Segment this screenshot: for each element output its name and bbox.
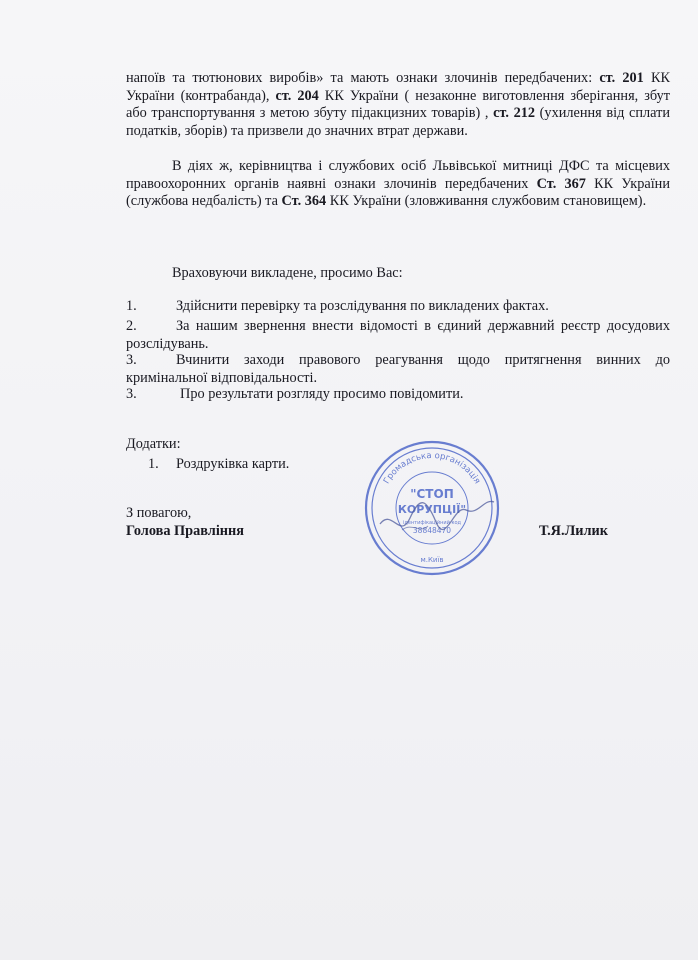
stamp-arc-text: Громадська організація [381,450,483,486]
article-201: ст. 201 [599,70,644,86]
attachments-label: Додатки: [126,436,181,452]
para2-text-2: КК України (службова недбалість) та [126,175,670,210]
organization-stamp [362,438,502,578]
signatory-name: Т.Я.Лилик [539,523,608,539]
stamp-city: м.Київ [420,556,444,564]
para2-text-1: В діях ж, керівництва і службових осіб Львівської митниці ДФС та місцевих правоохоронних органів наявні ознаки злочинів передбачених [126,158,670,192]
signature-greeting: З повагою, [126,505,192,521]
request-item-continuation: кримінальної відповідальності. [126,370,318,386]
stamp-ident-label: ідентифікаційний код [402,520,462,526]
request-number: 3. [126,386,137,402]
attachment-item: Роздруківка карти. [176,456,290,472]
article-204: ст. 204 [275,87,319,104]
paragraph-crimes [126,70,670,140]
request-item-text: За нашим звернення внести відомості в єдиний державний реєстр досудових [176,318,670,334]
stamp-center-line-2: КОРУПЦІЇ" [397,503,467,516]
article-212: ст. 212 [493,105,536,122]
para1-text-1: напоїв та тютюнових виробів» та мають ознаки злочинів передбачених: [126,70,600,86]
request-number: 3. [126,352,137,368]
para1-text-2: КК України (контрабанда), [126,70,671,104]
request-item-continuation: розслідувань. [126,336,209,352]
para1-text-3: КК України ( незаконне виготовлення зберігання, збут або транспортування з метою збуту підакцизних товарів) , [126,87,670,122]
article-367: Ст. 367 [536,175,586,192]
article-364: Ст. 364 [281,193,327,210]
request-number: 1. [126,298,137,314]
request-item-text: Здійснити перевірку та розслідування по викладених фактах. [176,298,549,314]
paragraph-officials [126,158,670,211]
request-item-text: Про результати розгляду просимо повідомити. [180,386,464,402]
request-number: 2. [126,318,137,334]
stamp-center-line-1: "СТОП [410,487,454,501]
request-intro: Враховуючи викладене, просимо Вас: [172,265,403,281]
request-item-text: Вчинити заходи правового реагування щодо притягнення винних до [176,352,670,368]
para1-text-4: (ухилення від сплати податків, зборів) та призвели до значних втрат держави. [126,105,670,139]
attachment-number: 1. [148,456,159,472]
signatory-title: Голова Правління [126,523,245,539]
para2-text-3: КК України (зловживання службовим становищем). [326,193,647,210]
stamp-code: 38848470 [412,526,452,535]
